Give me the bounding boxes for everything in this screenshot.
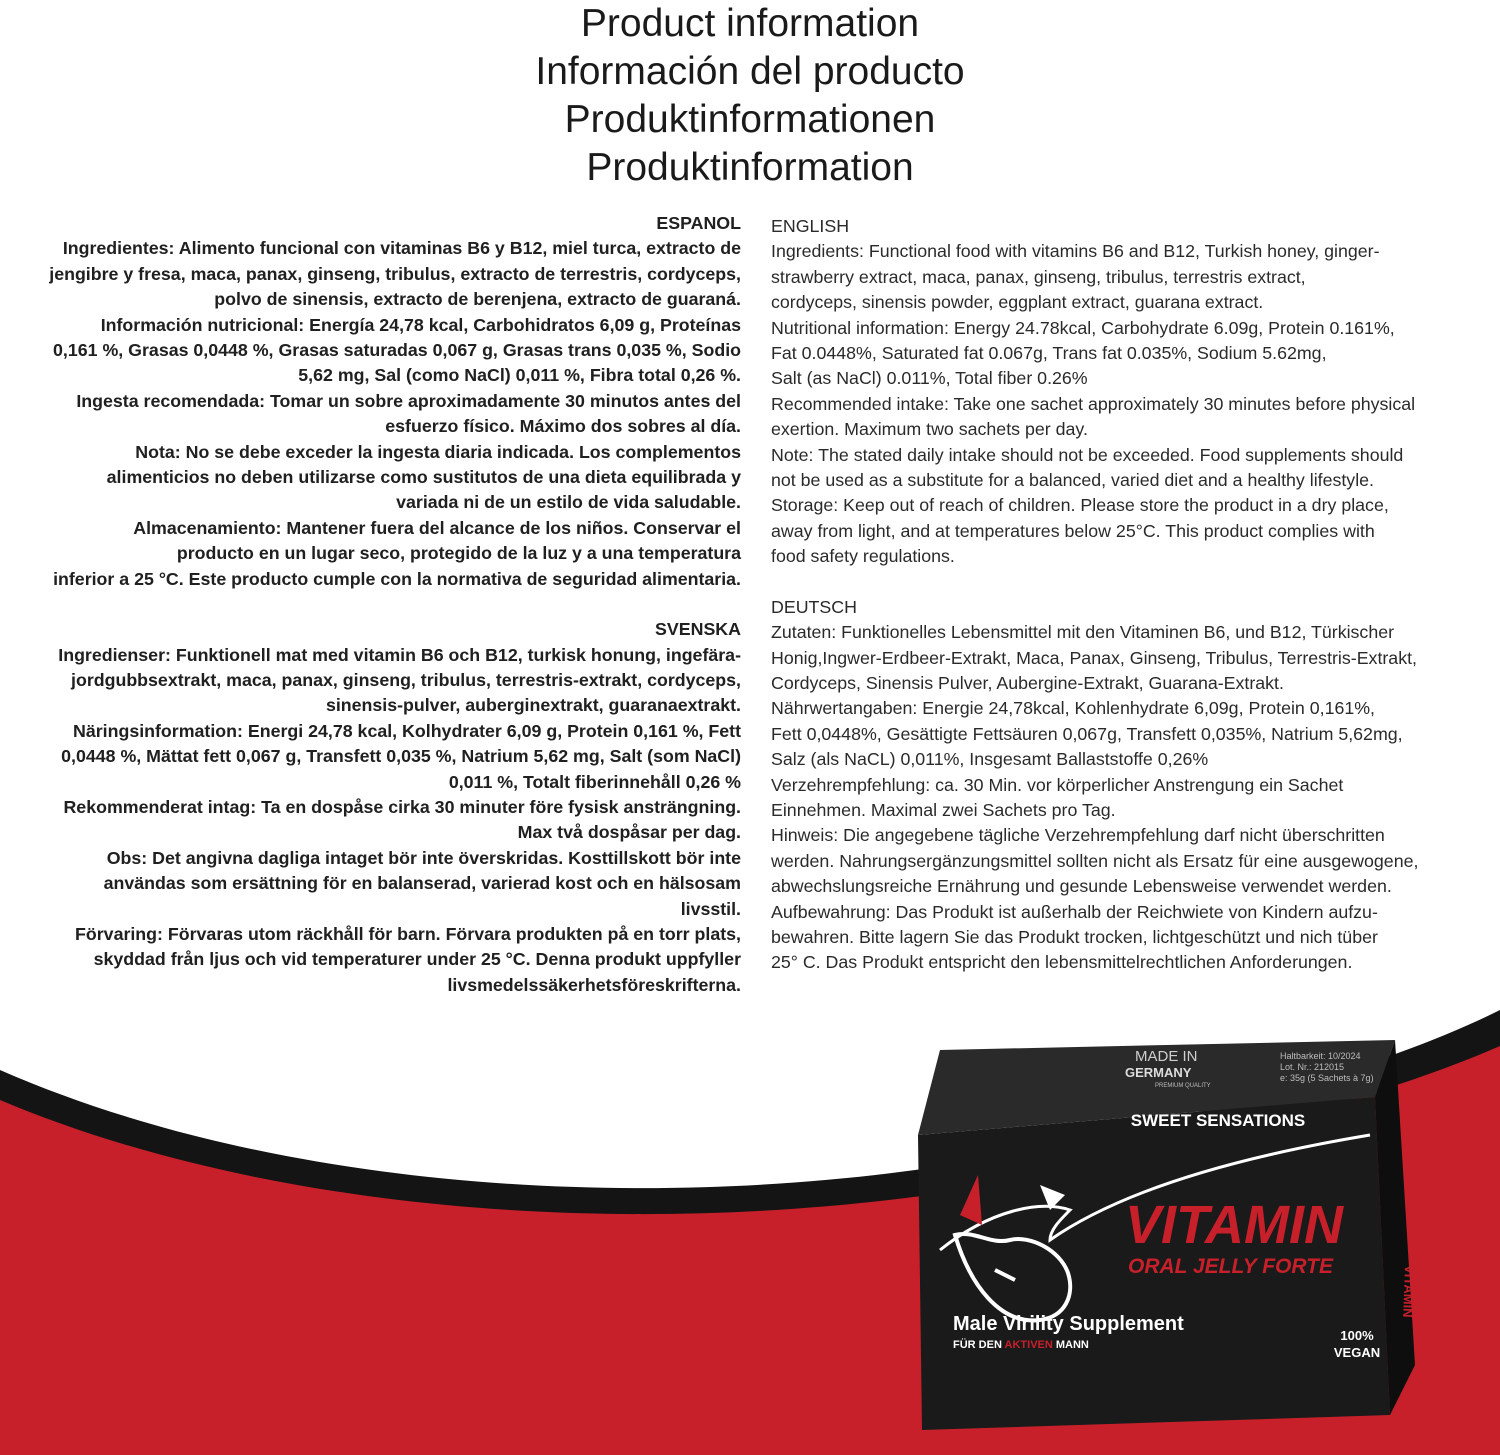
english-heading: ENGLISH (771, 216, 850, 236)
spanish-note: Nota: No se debe exceder la ingesta diaria indicada. Los complementos alimenticios no deben utilizarse como sustitutos de una dieta equilibrada y variada ni de un estilo de vida saludable. (106, 441, 741, 513)
swedish-note: Obs: Det angivna dagliga intaget bör inte överskridas. Kosttillskott bör inte användas som ersättning för en balanserad, varierad kost och en hälsosam livsstil. (103, 847, 741, 919)
sub-tagline-pre: FÜR DEN (953, 1339, 1005, 1351)
tagline: Male Virility Supplement (953, 1313, 1184, 1335)
english-nutrition: Nutritional information: Energy 24.78kcal, Carbohydrate 6.09g, Protein 0.161%, Fat 0.0448%, Saturated fat 0.067g, Trans fat 0.035%, Sodium 5.62mg, Salt (as NaCl) 0.011%, Total fiber 0.26% (771, 317, 1395, 389)
vegan-label: VEGAN (1333, 1345, 1381, 1360)
product-box (900, 1035, 1460, 1435)
english-intake: Recommended intake: Take one sachet approximately 30 minutes before physical exertion. Maximum two sachets per day. (771, 393, 1416, 440)
spanish-storage: Almacenamiento: Mantener fuera del alcance de los niños. Conservar el producto en un lugar seco, protegido de la luz y a una temperatura inferior a 25 °C. Este producto cumple con la normativa de seguridad alimentaria. (53, 517, 741, 589)
sub-tagline-post: MANN (1052, 1339, 1089, 1351)
product-name: VITAMIN (1125, 1195, 1343, 1255)
product-subtitle: ORAL JELLY FORTE (1128, 1255, 1333, 1278)
made-in-line1: MADE IN (1135, 1048, 1198, 1065)
english-ingredients: Ingredients: Functional food with vitamins B6 and B12, Turkish honey, ginger- strawberry extract, maca, panax, ginseng, tribulus, terrestris extract, cordyceps, sinensis powder, eggplant extract, guarana extract. (771, 241, 1380, 313)
swedish-nutrition: Näringsinformation: Energi 24,78 kcal, Kolhydrater 6,09 g, Protein 0,161 %, Fett 0,0448 %, Mättat fett 0,067 g, Transfett 0,035 %, Natrium 5,62 mg, Salt (som NaCl) 0,011 %, Totalt fiberinnehåll 0,26 % (61, 720, 741, 792)
swedish-heading: SVENSKA (655, 619, 741, 640)
swedish-intake: Rekommenderat intag: Ta en dospåse cirka 30 minuter före fysisk ansträngning. Max två dospåsar per dag. (63, 796, 741, 843)
german-heading: DEUTSCH (771, 596, 857, 617)
section-gap (15, 592, 741, 617)
brand-name: SWEET SENSATIONS (1130, 1111, 1306, 1130)
english-storage: Storage: Keep out of reach of children. Please store the product in a dry place, away from light, and at temperatures below 25°C. This product complies with food safety regulations. (771, 495, 1389, 567)
batch-line1: Haltbarkeit: 10/2024 (1280, 1051, 1361, 1061)
spanish-nutrition: Información nutricional: Energía 24,78 kcal, Carbohidratos 6,09 g, Proteínas 0,161 %, Grasas 0,0448 %, Grasas saturadas 0,067 g, Grasas trans 0,035 %, Sodio 5,62 mg, Sal (como NaCl) 0,011 %, Fibra total 0,26 %. (53, 314, 741, 386)
spanish-ingredients: Ingredientes: Alimento funcional con vitaminas B6 y B12, miel turca, extracto de jengibre y fresa, maca, panax, ginseng, tribulus, extracto de terrestris, cordyceps, polvo de sinensis, extracto de berenjena, extracto de guaraná. (49, 238, 741, 310)
right-column (771, 214, 1471, 976)
page-titles (0, 0, 1500, 192)
swedish-ingredients: Ingredienser: Funktionell mat med vitamin B6 och B12, turkisk honung, ingefära- jordgubbsextrakt, maca, panax, ginseng, tribulus, terrestris-extrakt, cordyceps, sinensis-pulver, auberginextrakt, guaranaextrakt. (58, 644, 741, 716)
title-spanish: Información del producto (535, 50, 965, 93)
german-nutrition: Nährwertangaben: Energie 24,78kcal, Kohlenhydrate 6,09g, Protein 0,161%, Fett 0,0448%, Gesättigte Fettsäuren 0,067g, Transfett 0,035%, Natrium 5,62mg, Salz (als NaCL) 0,011%, Insgesamt Ballaststoffe 0,26% (771, 698, 1403, 770)
english-note: Note: The stated daily intake should not be exceeded. Food supplements should not be used as a substitute for a balanced, varied diet and a healthy lifestyle. (771, 444, 1404, 491)
batch-line2: Lot. Nr.: 212015 (1280, 1062, 1345, 1072)
title-english: Product information (580, 2, 920, 45)
title-german: Produktinformationen (564, 98, 936, 141)
title-swedish: Produktinformation (586, 146, 914, 189)
german-storage: Aufbewahrung: Das Produkt ist außerhalb der Reichwiete von Kindern aufzu- bewahren. Bitte lagern Sie das Produkt trocken, lichtgeschützt und nich tüber 25° C. Das Produkt entspricht den lebensmittelrechtlichen Anforderungen. (771, 901, 1378, 973)
made-in-line2: GERMANY (1125, 1065, 1192, 1080)
german-note: Hinweis: Die angegebene tägliche Verzehrempfehlung darf nicht überschritten werden. Nahrungsergänzungsmittel sollten nicht als Ersatz für eine ausgewogene, abwechslungsreiche Ernährung und gesunde Lebensweise verwendet werden. (771, 825, 1419, 897)
spanish-heading: ESPANOL (656, 213, 741, 233)
swedish-storage: Förvaring: Förvaras utom räckhåll för barn. Förvara produkten på en torr plats, skyddad från ljus och vid temperaturer under 25 °C. Denna produkt uppfyller livsmedelssäkerhetsföreskrifterna. (75, 923, 741, 995)
batch-line3: e: 35g (5 Sachets à 7g) (1280, 1073, 1374, 1083)
german-intake: Verzehrempfehlung: ca. 30 Min. vor körperlicher Anstrengung ein Sachet Einnehmen. Maximal zwei Sachets pro Tag. (771, 774, 1344, 820)
left-column (15, 211, 741, 998)
spanish-intake: Ingesta recomendada: Tomar un sobre aproximadamente 30 minutos antes del esfuerzo físico. Máximo dos sobres al día. (76, 390, 741, 437)
sub-tagline-accent: AKTIVEN (1004, 1339, 1053, 1351)
box-side-text: VITAMIN (1400, 1264, 1417, 1318)
vegan-percent: 100% (1340, 1328, 1374, 1343)
german-ingredients: Zutaten: Funktionelles Lebensmittel mit den Vitaminen B6, und B12, Türkischer Honig,Ingwer-Erdbeer-Extrakt, Maca, Panax, Ginseng, Tribulus, Terrestris-Extrakt, Cordyceps, Sinensis Pulver, Aubergine-Extrakt, Guarana-Extrakt. (771, 622, 1417, 693)
sub-tagline (953, 1338, 1089, 1351)
quality-label: PREMIUM QUALITY (1155, 1083, 1211, 1089)
section-gap (771, 570, 1471, 595)
